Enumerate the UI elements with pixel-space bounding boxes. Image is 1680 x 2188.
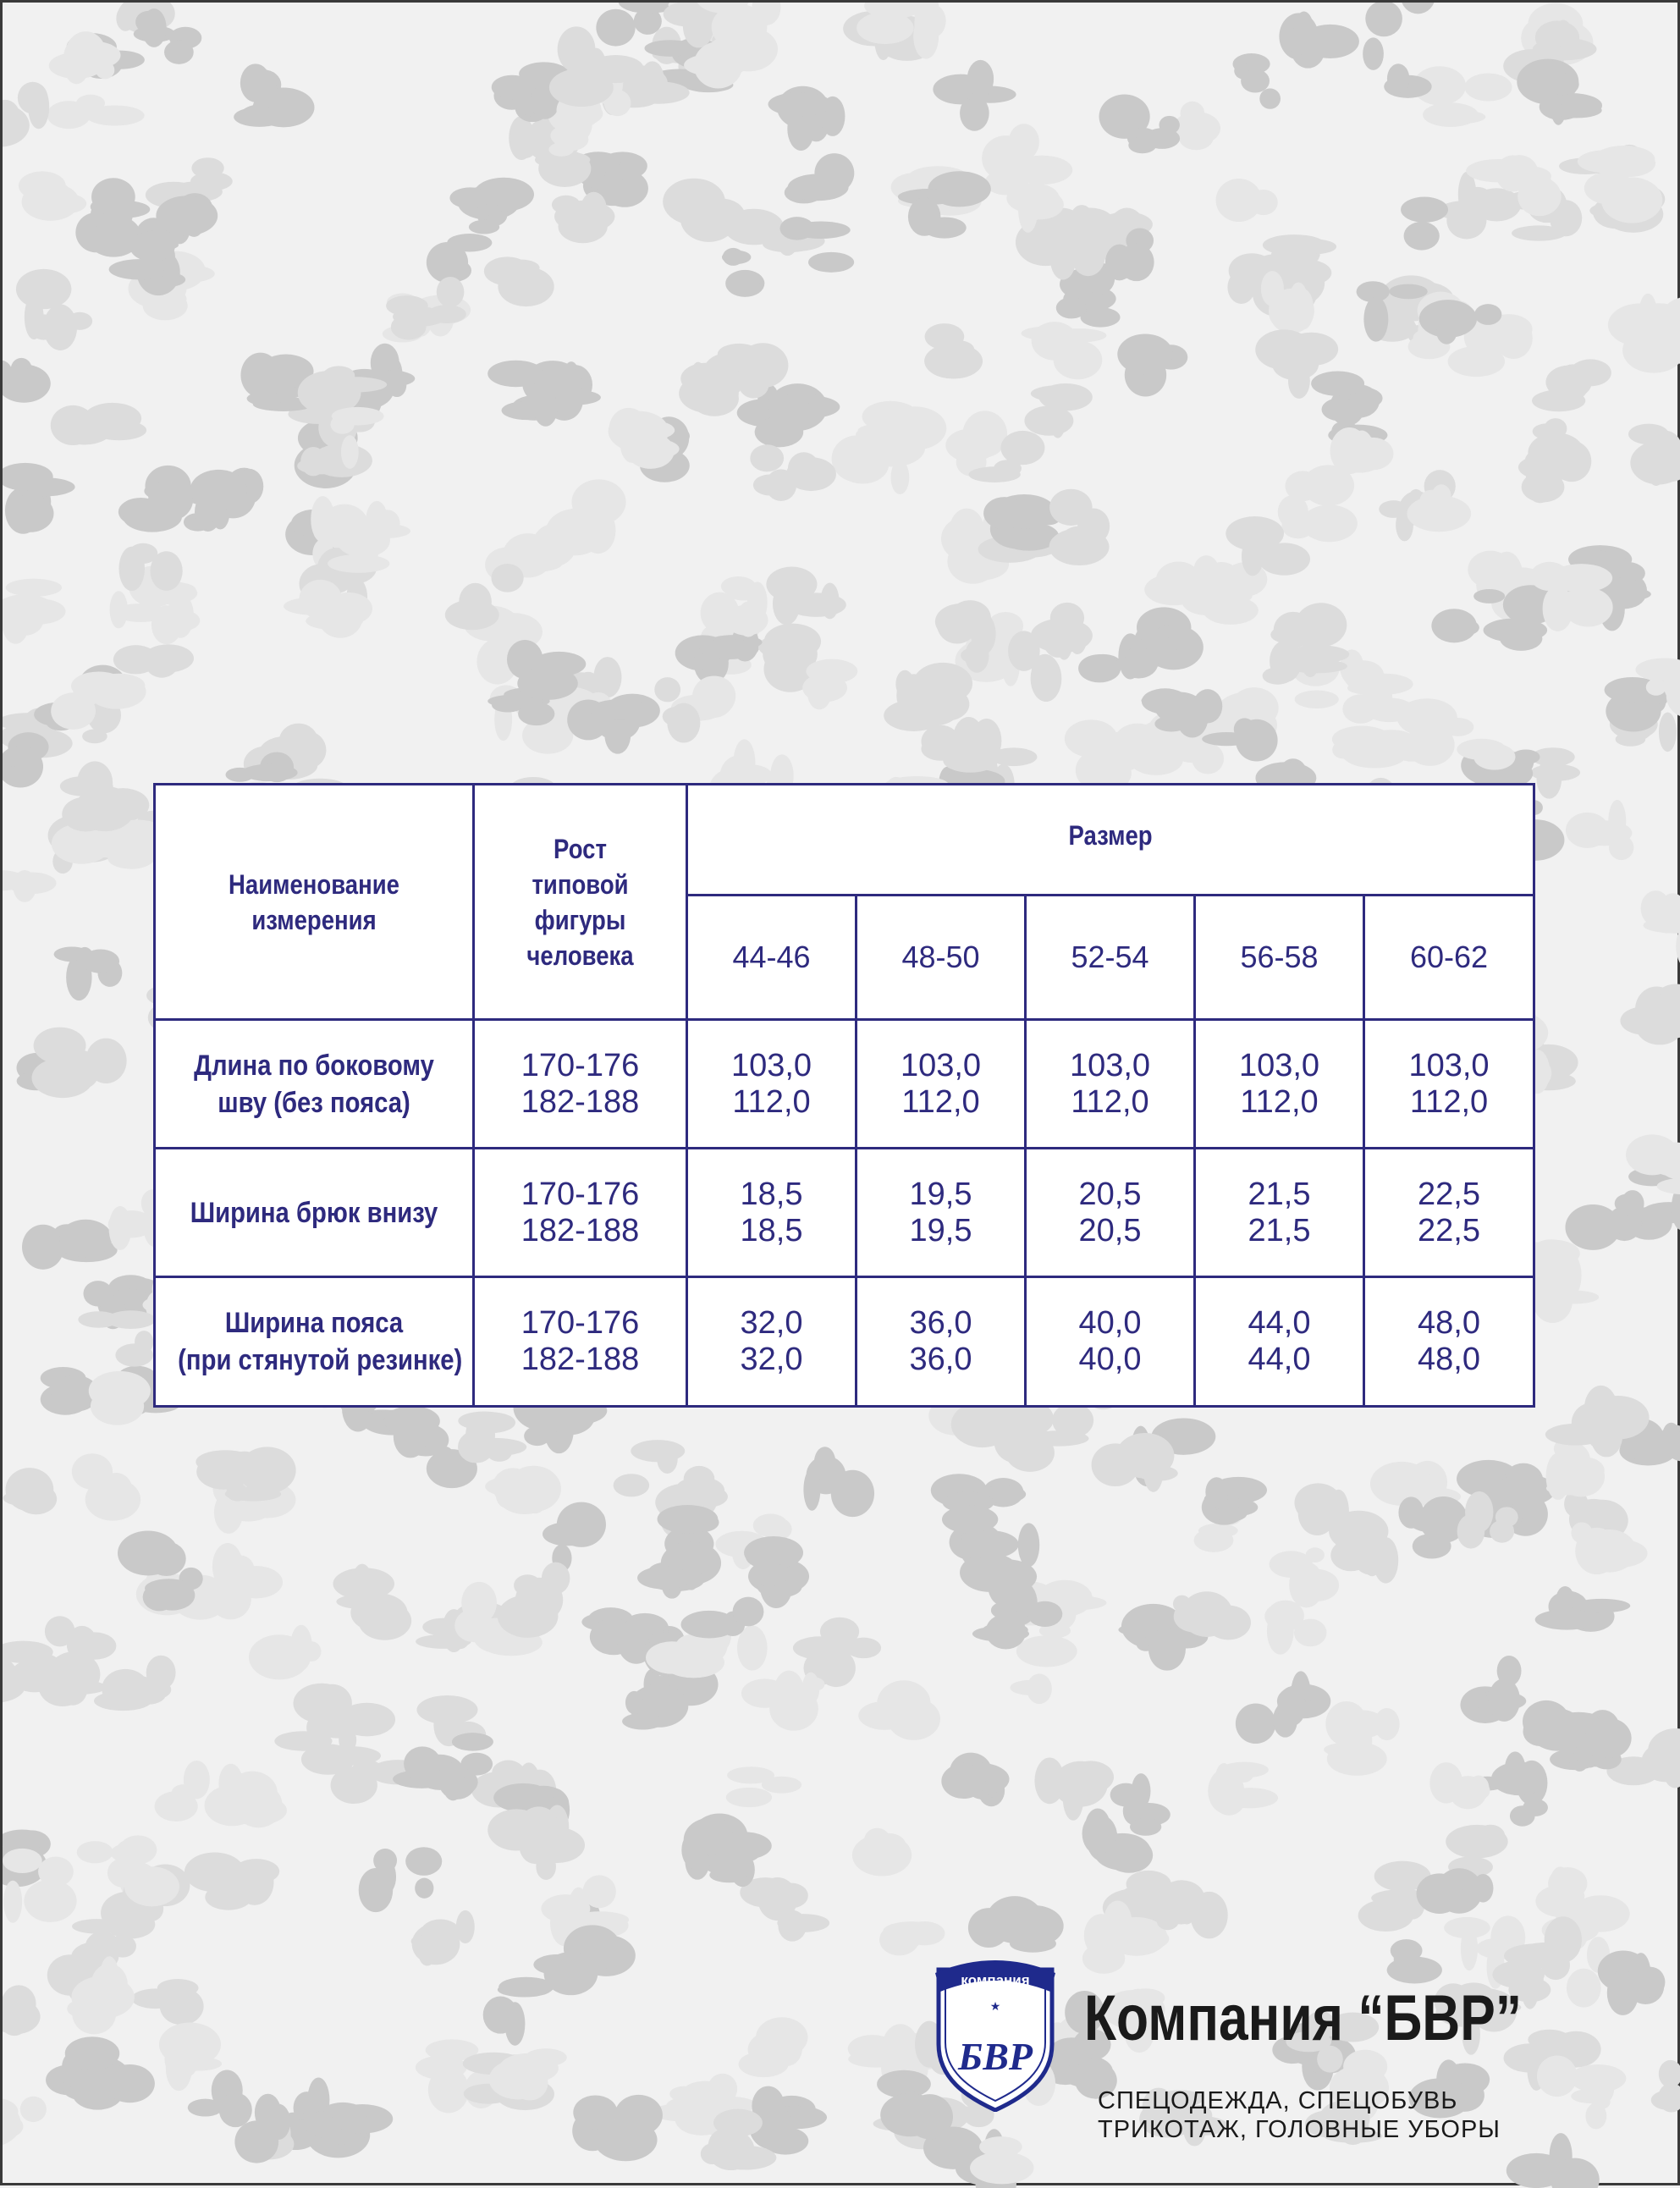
size-col-56-58: 56-58 <box>1195 896 1364 1020</box>
row-heights: 170-176 182-188 <box>474 1277 687 1407</box>
value-cell: 22,5 22,5 <box>1364 1149 1534 1277</box>
emblem-caption: компания <box>961 1972 1030 1988</box>
size-col-48-50: 48-50 <box>857 896 1026 1020</box>
row-name-side-seam-length: Длина по боковому шву (без пояса) <box>155 1020 474 1149</box>
value-cell: 48,0 48,0 <box>1364 1277 1534 1407</box>
value-cell: 20,5 20,5 <box>1026 1149 1195 1277</box>
shield-emblem-icon <box>932 1951 1059 2112</box>
company-tagline <box>1098 2086 1501 2144</box>
row-heights: 170-176 182-188 <box>474 1020 687 1149</box>
svg-text:★: ★ <box>989 1999 1001 2013</box>
value-cell: 21,5 21,5 <box>1195 1149 1364 1277</box>
size-table <box>153 783 1535 1408</box>
row-name-waistband-width: Ширина пояса (при стянутой резинке) <box>155 1277 474 1407</box>
value-cell: 103,0 112,0 <box>857 1020 1026 1149</box>
measurement-name-header: Наименование измерения <box>155 785 474 1020</box>
size-header: Размер <box>687 785 1534 896</box>
value-cell: 36,0 36,0 <box>857 1277 1026 1407</box>
value-cell: 40,0 40,0 <box>1026 1277 1195 1407</box>
value-cell: 18,5 18,5 <box>687 1149 857 1277</box>
size-col-44-46: 44-46 <box>687 896 857 1020</box>
company-name: Компания “БВР” <box>1084 1982 1523 2054</box>
value-cell: 44,0 44,0 <box>1195 1277 1364 1407</box>
size-col-60-62: 60-62 <box>1364 896 1534 1020</box>
table-row <box>155 1020 1534 1149</box>
figure-height-header: Рост типовой фигуры человека <box>474 785 687 1020</box>
value-cell: 19,5 19,5 <box>857 1149 1026 1277</box>
value-cell: 103,0 112,0 <box>1364 1020 1534 1149</box>
table-row <box>155 1149 1534 1277</box>
value-cell: 103,0 112,0 <box>1195 1020 1364 1149</box>
tagline-line-1: СПЕЦОДЕЖДА, СПЕЦОБУВЬ <box>1098 2087 1458 2114</box>
tagline-line-2: ТРИКОТАЖ, ГОЛОВНЫЕ УБОРЫ <box>1098 2116 1501 2143</box>
row-heights: 170-176 182-188 <box>474 1149 687 1277</box>
size-col-52-54: 52-54 <box>1026 896 1195 1020</box>
row-name-trouser-bottom-width: Ширина брюк внизу <box>155 1149 474 1277</box>
emblem-monogram: БВР <box>957 2035 1033 2078</box>
value-cell: 32,0 32,0 <box>687 1277 857 1407</box>
value-cell: 103,0 112,0 <box>687 1020 857 1149</box>
value-cell: 103,0 112,0 <box>1026 1020 1195 1149</box>
table-row <box>155 1277 1534 1407</box>
